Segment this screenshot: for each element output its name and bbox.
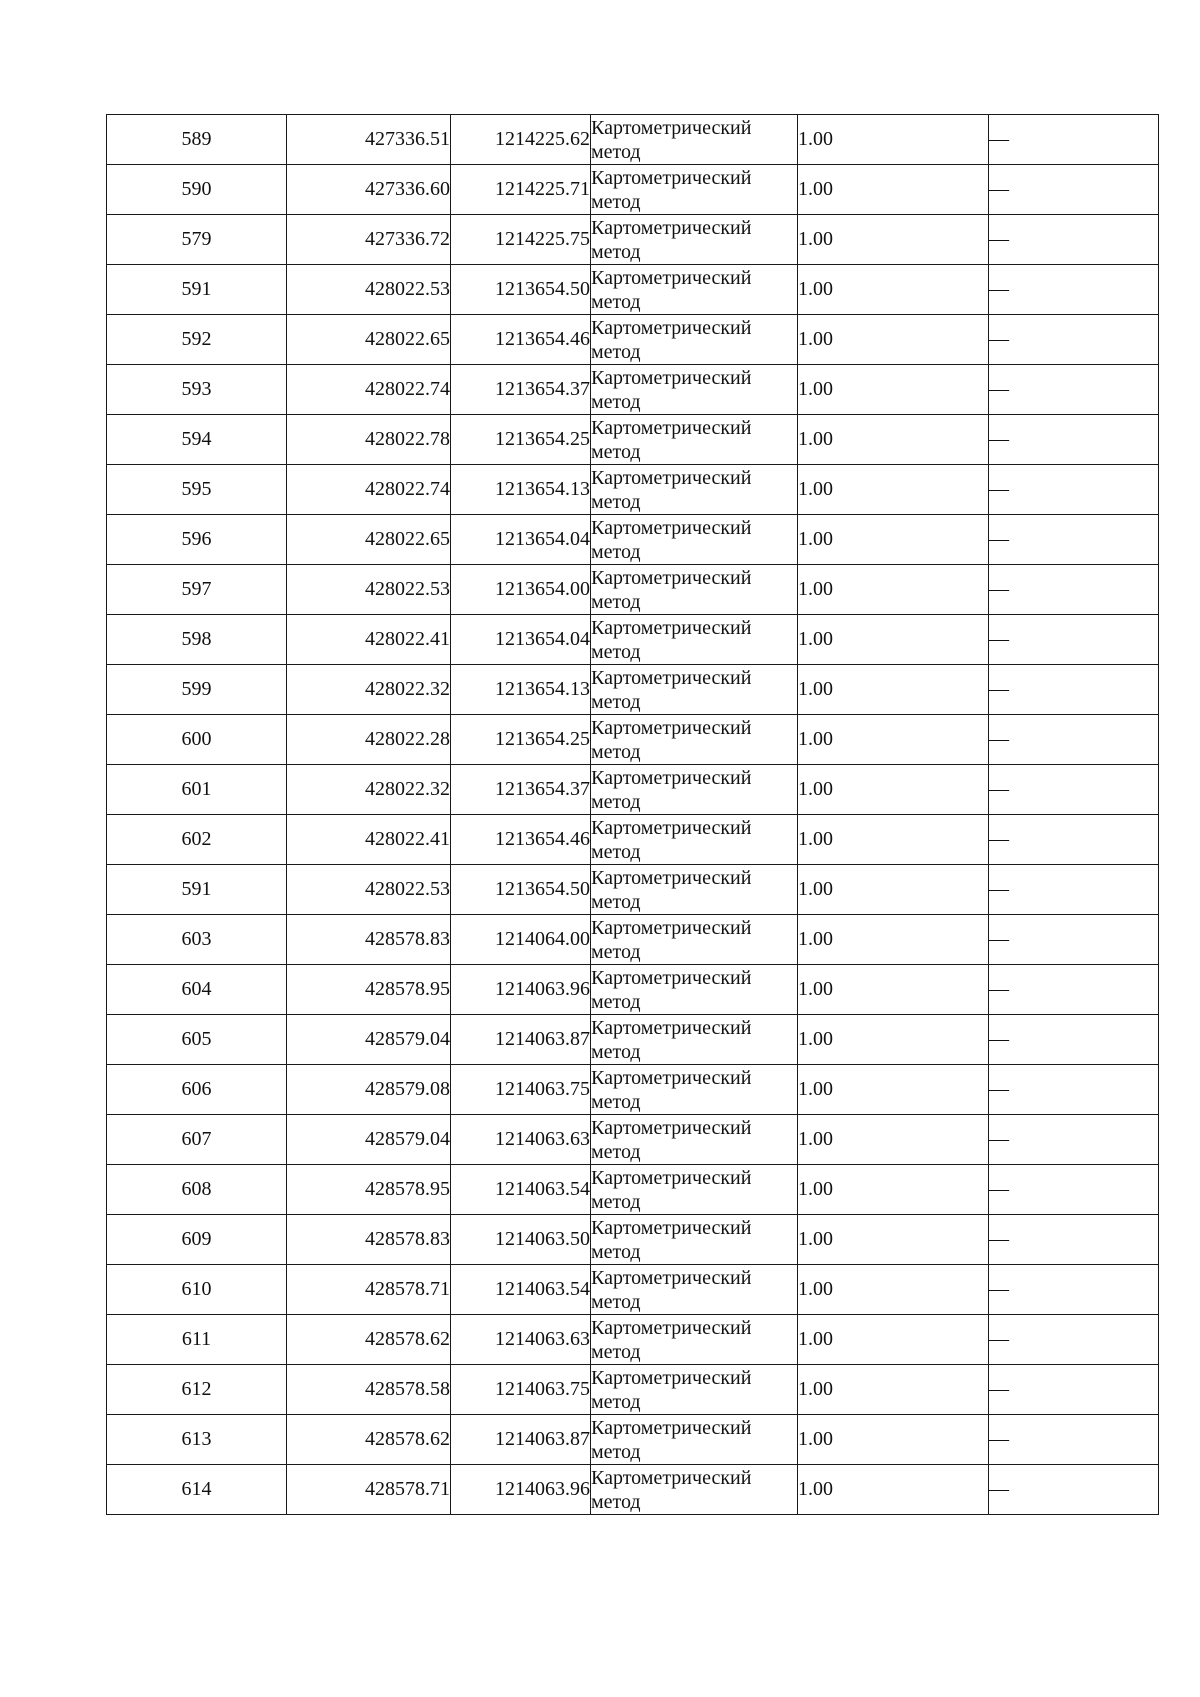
description-cell: — [989,415,1159,465]
coordinates-table [106,114,1159,1515]
description-cell: — [989,565,1159,615]
accuracy-cell: 1.00 [798,1365,989,1415]
method-cell [591,665,798,715]
table-row [107,265,1159,315]
y-coordinate-cell: 1214063.75 [451,1365,591,1415]
table-row [107,715,1159,765]
description-cell: — [989,965,1159,1015]
point-number-cell: 594 [107,415,287,465]
point-number-cell: 589 [107,115,287,165]
table-row [107,1315,1159,1365]
description-cell: — [989,215,1159,265]
method-line-2: метод [591,590,641,613]
method-line-2: метод [591,140,641,163]
method-line-2: метод [591,1290,641,1313]
x-coordinate-cell: 428022.41 [287,615,451,665]
point-number-cell: 599 [107,665,287,715]
description-cell: — [989,1415,1159,1465]
table-row [107,365,1159,415]
y-coordinate-cell: 1214063.54 [451,1165,591,1215]
accuracy-cell: 1.00 [798,715,989,765]
x-coordinate-cell: 428022.53 [287,865,451,915]
accuracy-cell: 1.00 [798,1115,989,1165]
y-coordinate-cell: 1214063.87 [451,1415,591,1465]
method-line-1: Картометрический [591,816,752,839]
table-row [107,1365,1159,1415]
point-number-cell: 591 [107,865,287,915]
method-cell [591,465,798,515]
table-row [107,765,1159,815]
method-line-1: Картометрический [591,166,752,189]
method-line-2: метод [591,640,641,663]
point-number-cell: 598 [107,615,287,665]
method-cell [591,1315,798,1365]
accuracy-cell: 1.00 [798,615,989,665]
table-row [107,1265,1159,1315]
description-cell: — [989,1065,1159,1115]
table-row [107,315,1159,365]
x-coordinate-cell: 427336.51 [287,115,451,165]
method-cell [591,715,798,765]
y-coordinate-cell: 1213654.13 [451,465,591,515]
method-line-1: Картометрический [591,1366,752,1389]
point-number-cell: 579 [107,215,287,265]
point-number-cell: 604 [107,965,287,1015]
method-line-1: Картометрический [591,1066,752,1089]
method-line-2: метод [591,1240,641,1263]
x-coordinate-cell: 428578.71 [287,1265,451,1315]
x-coordinate-cell: 428578.71 [287,1465,451,1515]
accuracy-cell: 1.00 [798,465,989,515]
table-row [107,415,1159,465]
description-cell: — [989,1215,1159,1265]
method-line-2: метод [591,1440,641,1463]
x-coordinate-cell: 428578.62 [287,1315,451,1365]
description-cell: — [989,1465,1159,1515]
point-number-cell: 603 [107,915,287,965]
method-line-2: метод [591,340,641,363]
y-coordinate-cell: 1213654.46 [451,815,591,865]
description-cell: — [989,1165,1159,1215]
description-cell: — [989,265,1159,315]
accuracy-cell: 1.00 [798,1315,989,1365]
table-row [107,1465,1159,1515]
accuracy-cell: 1.00 [798,765,989,815]
table-row [107,965,1159,1015]
description-cell: — [989,665,1159,715]
accuracy-cell: 1.00 [798,215,989,265]
description-cell: — [989,1265,1159,1315]
method-line-1: Картометрический [591,366,752,389]
method-line-2: метод [591,390,641,413]
x-coordinate-cell: 428022.41 [287,815,451,865]
y-coordinate-cell: 1214063.75 [451,1065,591,1115]
accuracy-cell: 1.00 [798,115,989,165]
accuracy-cell: 1.00 [798,165,989,215]
method-line-1: Картометрический [591,1116,752,1139]
method-line-1: Картометрический [591,916,752,939]
point-number-cell: 611 [107,1315,287,1365]
point-number-cell: 614 [107,1465,287,1515]
method-line-2: метод [591,690,641,713]
x-coordinate-cell: 428022.74 [287,365,451,415]
table-row [107,1115,1159,1165]
description-cell: — [989,1015,1159,1065]
y-coordinate-cell: 1214064.00 [451,915,591,965]
method-line-1: Картометрический [591,1216,752,1239]
accuracy-cell: 1.00 [798,1015,989,1065]
method-line-1: Картометрический [591,116,752,139]
point-number-cell: 605 [107,1015,287,1065]
x-coordinate-cell: 428022.74 [287,465,451,515]
method-cell [591,315,798,365]
x-coordinate-cell: 428022.32 [287,665,451,715]
description-cell: — [989,765,1159,815]
accuracy-cell: 1.00 [798,265,989,315]
method-line-1: Картометрический [591,766,752,789]
method-line-2: метод [591,890,641,913]
x-coordinate-cell: 428578.83 [287,915,451,965]
y-coordinate-cell: 1213654.25 [451,415,591,465]
method-line-1: Картометрический [591,1166,752,1189]
y-coordinate-cell: 1213654.46 [451,315,591,365]
description-cell: — [989,1115,1159,1165]
point-number-cell: 606 [107,1065,287,1115]
method-line-1: Картометрический [591,416,752,439]
method-line-2: метод [591,1190,641,1213]
x-coordinate-cell: 428578.83 [287,1215,451,1265]
accuracy-cell: 1.00 [798,1265,989,1315]
point-number-cell: 609 [107,1215,287,1265]
y-coordinate-cell: 1214225.62 [451,115,591,165]
accuracy-cell: 1.00 [798,665,989,715]
method-line-2: метод [591,1040,641,1063]
table-row [107,465,1159,515]
table-row [107,615,1159,665]
table-row [107,1065,1159,1115]
y-coordinate-cell: 1213654.25 [451,715,591,765]
method-line-1: Картометрический [591,616,752,639]
method-cell [591,615,798,665]
point-number-cell: 601 [107,765,287,815]
x-coordinate-cell: 428578.58 [287,1365,451,1415]
point-number-cell: 593 [107,365,287,415]
method-line-1: Картометрический [591,1266,752,1289]
method-line-2: метод [591,1090,641,1113]
method-line-1: Картометрический [591,1016,752,1039]
accuracy-cell: 1.00 [798,415,989,465]
y-coordinate-cell: 1213654.13 [451,665,591,715]
description-cell: — [989,365,1159,415]
method-line-1: Картометрический [591,566,752,589]
method-cell [591,1215,798,1265]
method-cell [591,215,798,265]
method-line-2: метод [591,1490,641,1513]
description-cell: — [989,865,1159,915]
method-line-1: Картометрический [591,1416,752,1439]
table-row [107,215,1159,265]
x-coordinate-cell: 428022.65 [287,515,451,565]
method-cell [591,115,798,165]
table-row [107,665,1159,715]
method-cell [591,1165,798,1215]
y-coordinate-cell: 1213654.50 [451,865,591,915]
point-number-cell: 591 [107,265,287,315]
description-cell: — [989,915,1159,965]
table-row [107,1015,1159,1065]
table-row [107,565,1159,615]
method-cell [591,915,798,965]
table-row [107,115,1159,165]
table-row [107,815,1159,865]
description-cell: — [989,165,1159,215]
method-line-2: метод [591,990,641,1013]
method-line-2: метод [591,440,641,463]
description-cell: — [989,515,1159,565]
method-cell [591,1115,798,1165]
table-row [107,1215,1159,1265]
method-cell [591,1415,798,1465]
method-line-1: Картометрический [591,966,752,989]
x-coordinate-cell: 428578.95 [287,965,451,1015]
y-coordinate-cell: 1214063.50 [451,1215,591,1265]
y-coordinate-cell: 1214225.75 [451,215,591,265]
method-line-1: Картометрический [591,266,752,289]
point-number-cell: 590 [107,165,287,215]
method-line-2: метод [591,840,641,863]
method-line-2: метод [591,490,641,513]
method-line-1: Картометрический [591,1466,752,1489]
y-coordinate-cell: 1213654.37 [451,365,591,415]
y-coordinate-cell: 1214225.71 [451,165,591,215]
description-cell: — [989,465,1159,515]
description-cell: — [989,1365,1159,1415]
point-number-cell: 607 [107,1115,287,1165]
method-cell [591,965,798,1015]
table-body [107,115,1159,1515]
table-row [107,165,1159,215]
x-coordinate-cell: 428578.62 [287,1415,451,1465]
point-number-cell: 610 [107,1265,287,1315]
method-line-1: Картометрический [591,866,752,889]
method-line-2: метод [591,740,641,763]
method-cell [591,365,798,415]
method-line-2: метод [591,290,641,313]
method-cell [591,1465,798,1515]
x-coordinate-cell: 428022.53 [287,265,451,315]
accuracy-cell: 1.00 [798,1465,989,1515]
table-row [107,515,1159,565]
description-cell: — [989,315,1159,365]
method-line-1: Картометрический [591,666,752,689]
y-coordinate-cell: 1214063.96 [451,965,591,1015]
method-line-2: метод [591,1390,641,1413]
point-number-cell: 608 [107,1165,287,1215]
accuracy-cell: 1.00 [798,1165,989,1215]
method-line-2: метод [591,540,641,563]
accuracy-cell: 1.00 [798,515,989,565]
x-coordinate-cell: 428579.08 [287,1065,451,1115]
method-cell [591,565,798,615]
method-cell [591,265,798,315]
y-coordinate-cell: 1214063.96 [451,1465,591,1515]
point-number-cell: 596 [107,515,287,565]
y-coordinate-cell: 1214063.63 [451,1315,591,1365]
x-coordinate-cell: 428022.53 [287,565,451,615]
method-line-2: метод [591,1340,641,1363]
point-number-cell: 612 [107,1365,287,1415]
y-coordinate-cell: 1214063.87 [451,1015,591,1065]
y-coordinate-cell: 1213654.37 [451,765,591,815]
x-coordinate-cell: 428022.28 [287,715,451,765]
method-line-2: метод [591,940,641,963]
y-coordinate-cell: 1213654.04 [451,515,591,565]
method-cell [591,165,798,215]
y-coordinate-cell: 1214063.54 [451,1265,591,1315]
point-number-cell: 597 [107,565,287,615]
accuracy-cell: 1.00 [798,1065,989,1115]
method-line-1: Картометрический [591,316,752,339]
accuracy-cell: 1.00 [798,1415,989,1465]
y-coordinate-cell: 1213654.04 [451,615,591,665]
method-cell [591,1065,798,1115]
method-cell [591,865,798,915]
point-number-cell: 595 [107,465,287,515]
method-line-2: метод [591,790,641,813]
method-cell [591,765,798,815]
method-cell [591,415,798,465]
accuracy-cell: 1.00 [798,565,989,615]
accuracy-cell: 1.00 [798,815,989,865]
point-number-cell: 600 [107,715,287,765]
y-coordinate-cell: 1214063.63 [451,1115,591,1165]
point-number-cell: 602 [107,815,287,865]
description-cell: — [989,715,1159,765]
method-cell [591,515,798,565]
method-line-2: метод [591,240,641,263]
accuracy-cell: 1.00 [798,915,989,965]
method-line-1: Картометрический [591,516,752,539]
accuracy-cell: 1.00 [798,315,989,365]
method-line-2: метод [591,190,641,213]
table-row [107,1165,1159,1215]
method-line-1: Картометрический [591,466,752,489]
method-cell [591,1265,798,1315]
point-number-cell: 613 [107,1415,287,1465]
description-cell: — [989,815,1159,865]
y-coordinate-cell: 1213654.00 [451,565,591,615]
x-coordinate-cell: 427336.72 [287,215,451,265]
x-coordinate-cell: 428022.78 [287,415,451,465]
x-coordinate-cell: 428578.95 [287,1165,451,1215]
description-cell: — [989,1315,1159,1365]
point-number-cell: 592 [107,315,287,365]
y-coordinate-cell: 1213654.50 [451,265,591,315]
method-line-1: Картометрический [591,716,752,739]
x-coordinate-cell: 427336.60 [287,165,451,215]
method-line-2: метод [591,1140,641,1163]
table-row [107,915,1159,965]
table-row [107,865,1159,915]
accuracy-cell: 1.00 [798,965,989,1015]
method-line-1: Картометрический [591,216,752,239]
method-cell [591,815,798,865]
table-row [107,1415,1159,1465]
accuracy-cell: 1.00 [798,365,989,415]
accuracy-cell: 1.00 [798,865,989,915]
method-cell [591,1365,798,1415]
method-line-1: Картометрический [591,1316,752,1339]
description-cell: — [989,615,1159,665]
x-coordinate-cell: 428579.04 [287,1015,451,1065]
description-cell: — [989,115,1159,165]
x-coordinate-cell: 428022.32 [287,765,451,815]
x-coordinate-cell: 428022.65 [287,315,451,365]
accuracy-cell: 1.00 [798,1215,989,1265]
method-cell [591,1015,798,1065]
x-coordinate-cell: 428579.04 [287,1115,451,1165]
